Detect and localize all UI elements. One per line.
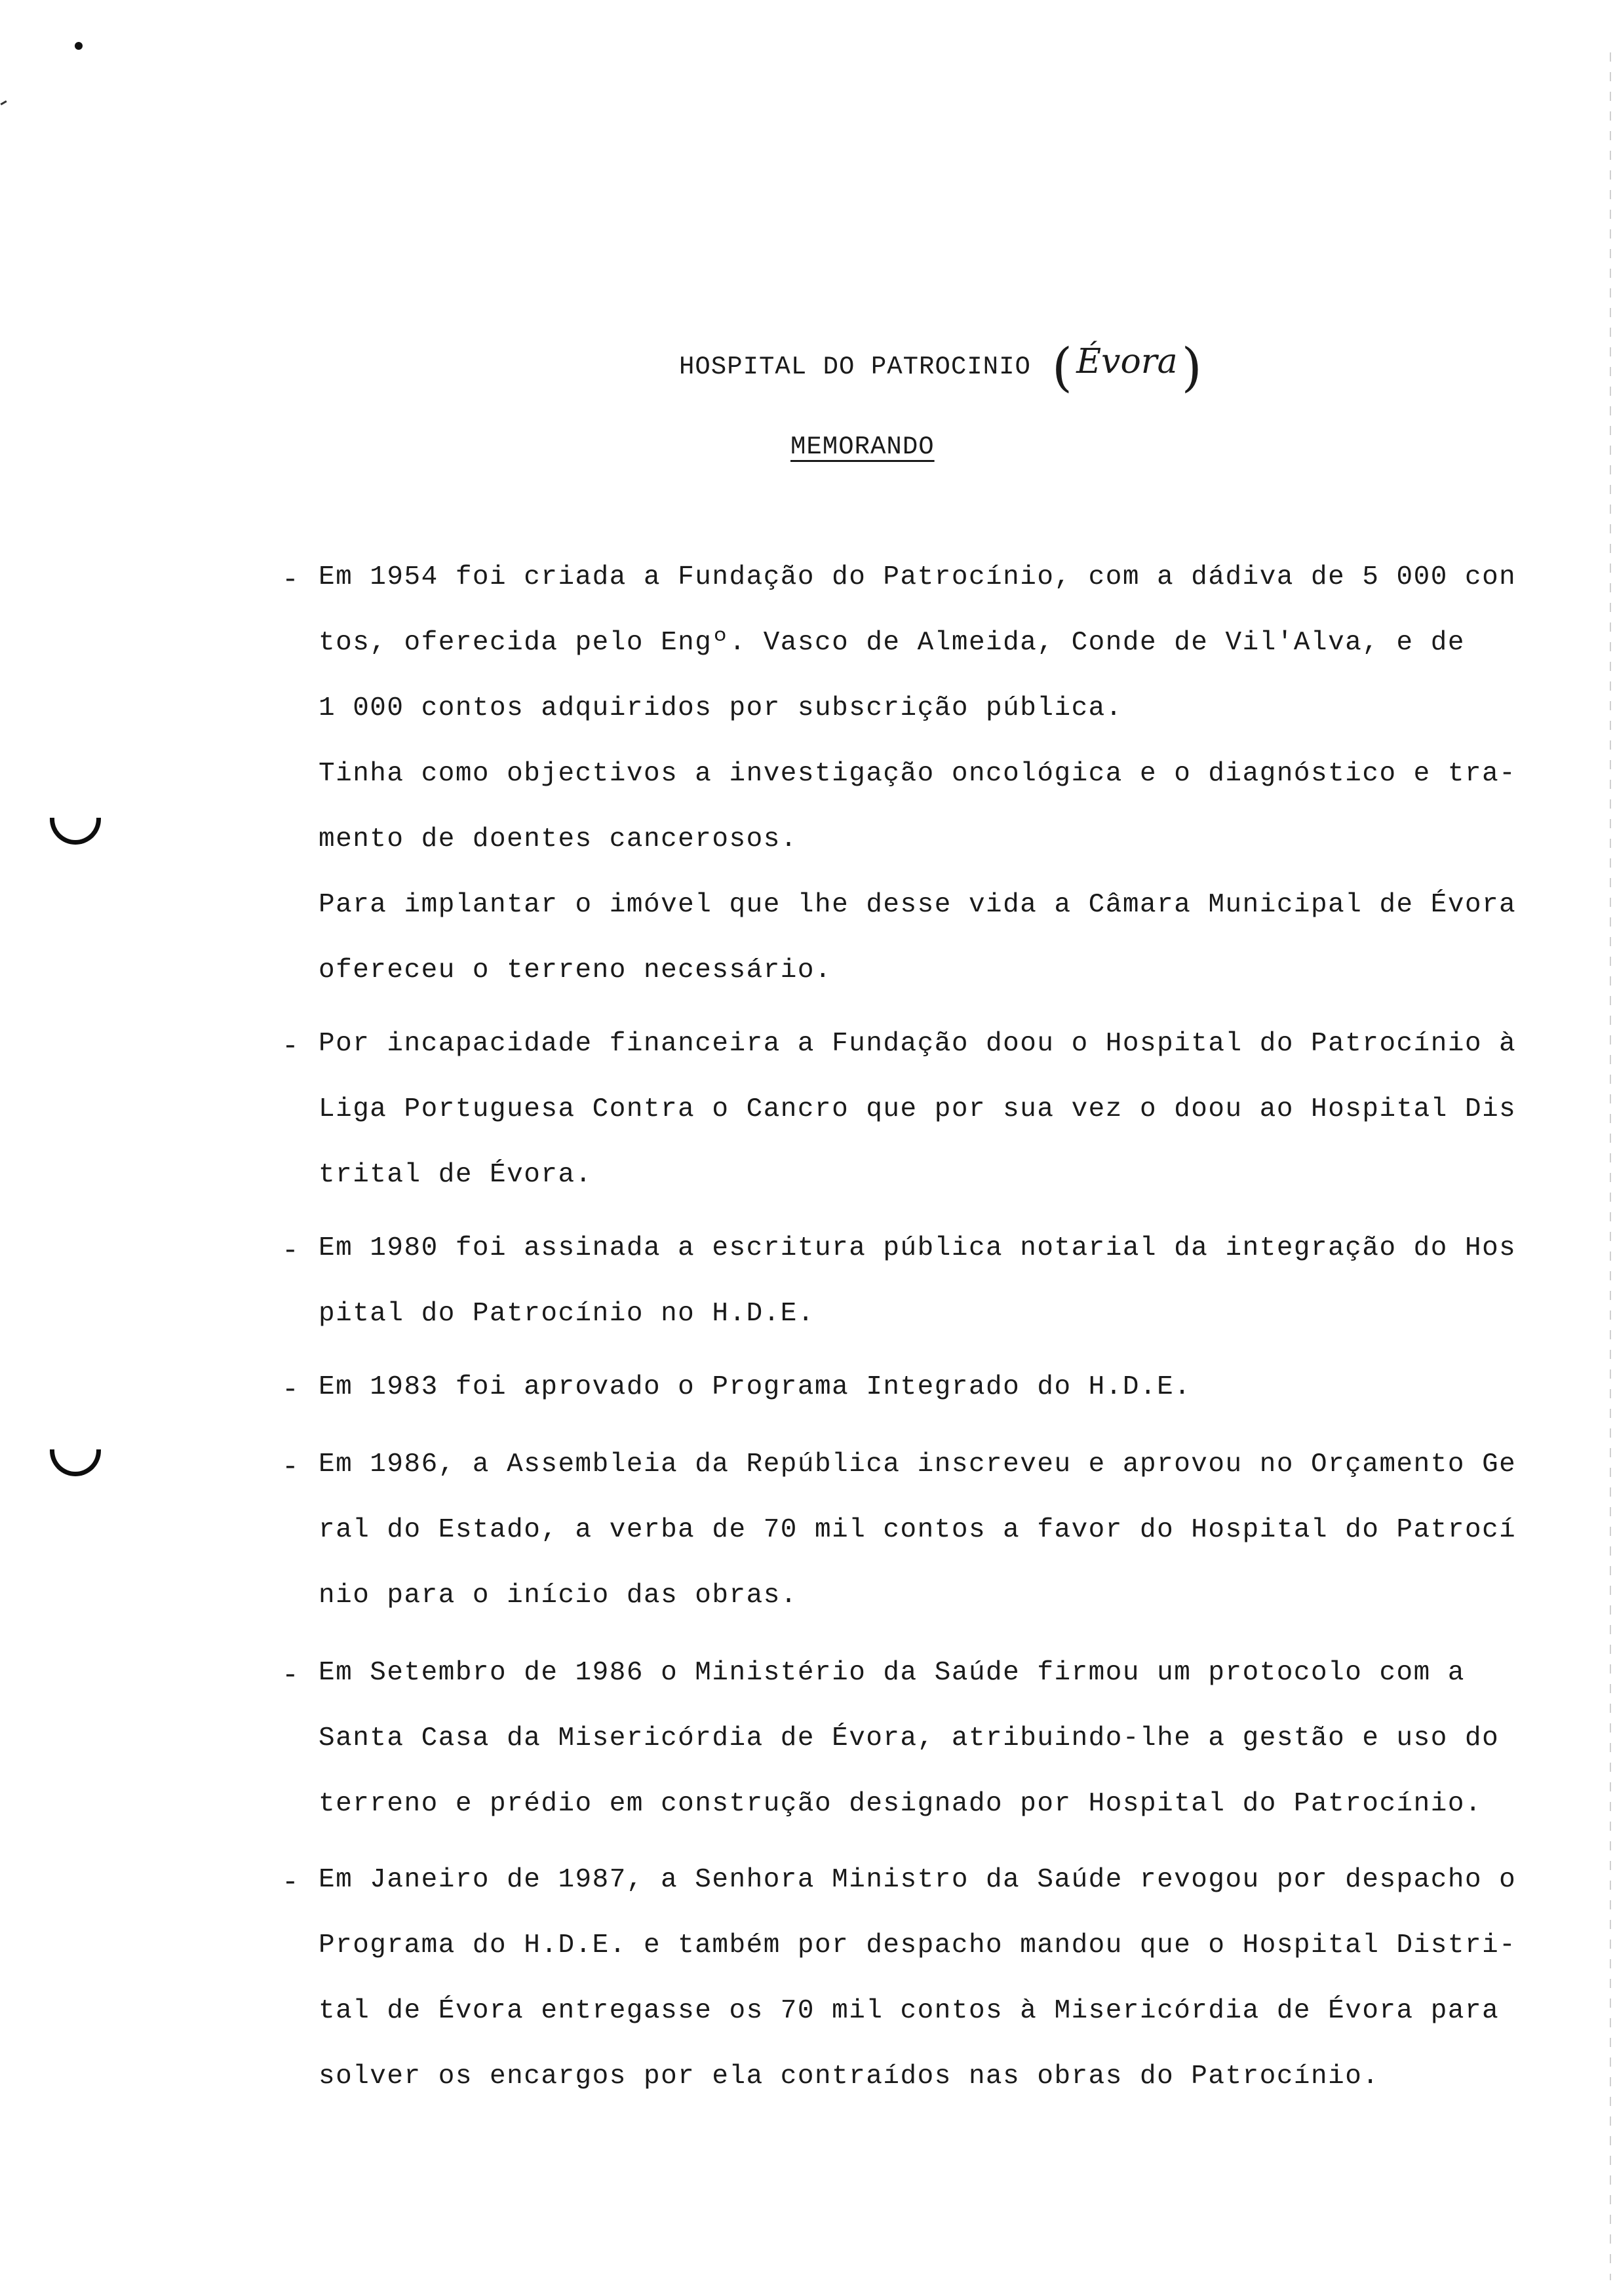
entry-line: tos, oferecida pelo Engº. Vasco de Almeida, Conde de Vil'Alva, e de — [319, 628, 1465, 658]
entry-line: Em 1986, a Assembleia da República inscreveu e aprovou no Orçamento Ge — [319, 1449, 1517, 1480]
entry-line: Programa do H.D.E. e também por despacho mandou que o Hospital Distri- — [319, 1930, 1517, 1961]
entry-line: 1 000 contos adquiridos por subscrição pública. — [319, 693, 1123, 723]
entry-line: mento de doentes cancerosos. — [319, 824, 798, 854]
handwritten-note: Évora — [1076, 342, 1178, 381]
entry-line: solver os encargos por ela contraídos nas obras do Patrocínio. — [319, 2061, 1380, 2092]
bullet-dash: - — [282, 564, 299, 596]
entry-line: Liga Portuguesa Contra o Cancro que por sua vez o doou ao Hospital Dis — [319, 1094, 1517, 1124]
ink-tick — [0, 100, 9, 109]
entry-line: trital de Évora. — [319, 1160, 593, 1190]
entry-line: Tinha como objectivos a investigação oncológica e o diagnóstico e tra- — [319, 759, 1517, 789]
bullet-dash: - — [282, 1451, 299, 1483]
entry-line: ral do Estado, a verba de 70 mil contos a favor do Hospital do Patrocí — [319, 1515, 1517, 1545]
bullet-dash: - — [282, 1234, 299, 1267]
entry-line: Em Setembro de 1986 o Ministério da Saúde firmou um protocolo com a — [319, 1658, 1465, 1688]
entry-line: tal de Évora entregasse os 70 mil contos à Misericórdia de Évora para — [319, 1996, 1500, 2026]
entry-line: Por incapacidade financeira a Fundação doou o Hospital do Patrocínio à — [319, 1029, 1517, 1059]
document-header — [679, 331, 1202, 403]
document-subtitle: MEMORANDO — [790, 432, 935, 461]
ink-dot — [75, 42, 83, 50]
entry-line: ofereceu o terreno necessário. — [319, 955, 832, 985]
close-paren: ) — [1181, 336, 1202, 398]
open-paren: ( — [1051, 336, 1073, 398]
bullet-dash: - — [282, 1373, 299, 1406]
entry-line: Em 1983 foi aprovado o Programa Integrado do H.D.E. — [319, 1372, 1192, 1402]
document-title: HOSPITAL DO PATROCINIO — [679, 353, 1031, 381]
entry-line: nio para o início das obras. — [319, 1580, 798, 1611]
entry-line: pital do Patrocínio no H.D.E. — [319, 1299, 815, 1329]
entry-line: Em 1980 foi assinada a escritura pública notarial da integração do Hos — [319, 1233, 1517, 1263]
punch-hole-mark-bottom — [50, 1449, 101, 1476]
entry-line: terreno e prédio em construção designado por Hospital do Patrocínio. — [319, 1789, 1483, 1819]
bullet-dash: - — [282, 1866, 299, 1898]
entry-line: Em Janeiro de 1987, a Senhora Ministro da Saúde revogou por despacho o — [319, 1865, 1517, 1895]
entry-line: Para implantar o imóvel que lhe desse vida a Câmara Municipal de Évora — [319, 890, 1517, 920]
entry-line: Em 1954 foi criada a Fundação do Patrocínio, com a dádiva de 5 000 con — [319, 562, 1517, 592]
entry-line: Santa Casa da Misericórdia de Évora, atribuindo-lhe a gestão e uso do — [319, 1723, 1500, 1753]
bullet-dash: - — [282, 1030, 299, 1062]
page-edge-shadow — [1610, 52, 1611, 2280]
bullet-dash: - — [282, 1659, 299, 1691]
punch-hole-mark-top — [50, 818, 101, 845]
